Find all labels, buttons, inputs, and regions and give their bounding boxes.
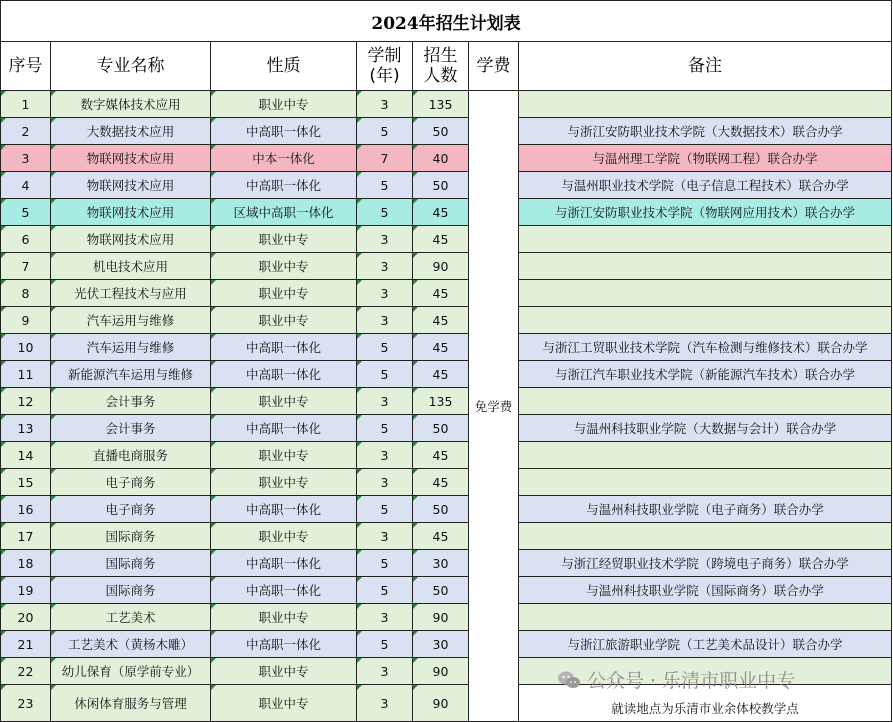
cell-duration: 5: [357, 577, 413, 604]
table-row: [1, 577, 892, 604]
cell-duration: 5: [357, 631, 413, 658]
cell-duration: 5: [357, 361, 413, 388]
table-row: [1, 253, 892, 280]
cell-duration: 7: [357, 145, 413, 172]
cell-note: 与温州职业技术学院（电子信息工程技术）联合办学: [519, 172, 892, 199]
cell-enroll: 50: [413, 415, 469, 442]
header-major: 专业名称: [51, 42, 211, 91]
table-row: [1, 118, 892, 145]
cell-index: 10: [1, 334, 51, 361]
cell-nature: 中高职一体化: [211, 496, 357, 523]
table-row: [1, 415, 892, 442]
cell-index: 22: [1, 658, 51, 685]
cell-note: [519, 307, 892, 334]
cell-nature: 中高职一体化: [211, 361, 357, 388]
cell-enroll: 30: [413, 631, 469, 658]
cell-enroll: 50: [413, 496, 469, 523]
cell-major: 国际商务: [51, 550, 211, 577]
header-enroll-line2: 人数: [423, 66, 458, 86]
cell-note: 与温州科技职业学院（国际商务）联合办学: [519, 577, 892, 604]
cell-index: 13: [1, 415, 51, 442]
cell-index: 8: [1, 280, 51, 307]
cell-note: [519, 469, 892, 496]
cell-enroll: 45: [413, 523, 469, 550]
cell-note: [519, 388, 892, 415]
header-duration-line2: (年): [369, 66, 400, 86]
cell-enroll: 90: [413, 604, 469, 631]
table-row: [1, 334, 892, 361]
cell-duration: 3: [357, 91, 413, 118]
cell-note: [519, 523, 892, 550]
cell-duration: 3: [357, 226, 413, 253]
cell-major: 会计事务: [51, 415, 211, 442]
cell-nature: 职业中专: [211, 91, 357, 118]
table-row: [1, 550, 892, 577]
cell-major: 机电技术应用: [51, 253, 211, 280]
cell-enroll: 90: [413, 253, 469, 280]
cell-index: 17: [1, 523, 51, 550]
cell-index: 9: [1, 307, 51, 334]
cell-duration: 5: [357, 334, 413, 361]
table-row: [1, 658, 892, 685]
cell-duration: 3: [357, 523, 413, 550]
cell-major: 光伏工程技术与应用: [51, 280, 211, 307]
cell-nature: 中高职一体化: [211, 550, 357, 577]
cell-note: [519, 91, 892, 118]
cell-note: [519, 442, 892, 469]
cell-index: 18: [1, 550, 51, 577]
table-row: [1, 280, 892, 307]
table-row: [1, 226, 892, 253]
table-row: [1, 523, 892, 550]
cell-nature: 中高职一体化: [211, 118, 357, 145]
cell-index: 7: [1, 253, 51, 280]
table-row: [1, 685, 892, 722]
cell-index: 11: [1, 361, 51, 388]
cell-major: 物联网技术应用: [51, 172, 211, 199]
cell-enroll: 90: [413, 685, 469, 722]
cell-major: 数字媒体技术应用: [51, 91, 211, 118]
cell-enroll: 90: [413, 658, 469, 685]
header-note: 备注: [519, 42, 892, 91]
cell-enroll: 135: [413, 91, 469, 118]
cell-major: 物联网技术应用: [51, 199, 211, 226]
cell-duration: 3: [357, 469, 413, 496]
cell-enroll: 30: [413, 550, 469, 577]
cell-enroll: 45: [413, 280, 469, 307]
cell-index: 19: [1, 577, 51, 604]
cell-index: 14: [1, 442, 51, 469]
cell-note: [519, 253, 892, 280]
cell-major: 新能源汽车运用与维修: [51, 361, 211, 388]
cell-note: [519, 280, 892, 307]
cell-nature: 中高职一体化: [211, 577, 357, 604]
cell-major: 休闲体育服务与管理: [51, 685, 211, 722]
cell-nature: 职业中专: [211, 523, 357, 550]
cell-index: 23: [1, 685, 51, 722]
cell-enroll: 45: [413, 334, 469, 361]
table-row: [1, 361, 892, 388]
cell-duration: 5: [357, 118, 413, 145]
cell-major: 国际商务: [51, 577, 211, 604]
cell-enroll: 135: [413, 388, 469, 415]
cell-enroll: 50: [413, 172, 469, 199]
cell-nature: 中本一体化: [211, 145, 357, 172]
cell-major: 大数据技术应用: [51, 118, 211, 145]
table-row: [1, 145, 892, 172]
cell-duration: 5: [357, 199, 413, 226]
table-row: [1, 442, 892, 469]
cell-enroll: 45: [413, 307, 469, 334]
cell-note: 与浙江安防职业技术学院（物联网应用技术）联合办学: [519, 199, 892, 226]
cell-index: 12: [1, 388, 51, 415]
cell-index: 2: [1, 118, 51, 145]
cell-major: 会计事务: [51, 388, 211, 415]
cell-enroll: 45: [413, 361, 469, 388]
table-title: 2024年招生计划表: [1, 1, 892, 42]
table-row: [1, 388, 892, 415]
cell-nature: 中高职一体化: [211, 415, 357, 442]
cell-major: 电子商务: [51, 496, 211, 523]
cell-nature: 职业中专: [211, 226, 357, 253]
table-row: [1, 91, 892, 118]
cell-duration: 3: [357, 658, 413, 685]
table-row: [1, 604, 892, 631]
cell-index: 16: [1, 496, 51, 523]
cell-note: 与浙江工贸职业技术学院（汽车检测与维修技术）联合办学: [519, 334, 892, 361]
table-row: [1, 199, 892, 226]
cell-enroll: 50: [413, 118, 469, 145]
header-enroll: [413, 42, 469, 91]
cell-nature: 职业中专: [211, 685, 357, 722]
cell-index: 6: [1, 226, 51, 253]
cell-major: 工艺美术（黄杨木雕）: [51, 631, 211, 658]
cell-index: 4: [1, 172, 51, 199]
cell-enroll: 50: [413, 577, 469, 604]
cell-nature: 职业中专: [211, 280, 357, 307]
cell-note: 与浙江旅游职业学院（工艺美术品设计）联合办学: [519, 631, 892, 658]
header-nature: 性质: [211, 42, 357, 91]
cell-note: 与浙江汽车职业技术学院（新能源汽车技术）联合办学: [519, 361, 892, 388]
cell-note: 与浙江经贸职业技术学院（跨境电子商务）联合办学: [519, 550, 892, 577]
watermark-text: 公众号 · 乐清市职业中专: [587, 670, 796, 692]
cell-duration: 3: [357, 253, 413, 280]
cell-duration: 3: [357, 280, 413, 307]
table-row: [1, 496, 892, 523]
cell-note: 与温州科技职业学院（电子商务）联合办学: [519, 496, 892, 523]
cell-nature: 中高职一体化: [211, 334, 357, 361]
cell-note: [519, 658, 892, 685]
cell-note: 与温州科技职业学院（大数据与会计）联合办学: [519, 415, 892, 442]
cell-nature: 职业中专: [211, 253, 357, 280]
cell-index: 21: [1, 631, 51, 658]
cell-major: 直播电商服务: [51, 442, 211, 469]
cell-duration: 3: [357, 442, 413, 469]
table-body: [1, 91, 892, 722]
cell-major: 幼儿保育（原学前专业）: [51, 658, 211, 685]
cell-nature: 职业中专: [211, 442, 357, 469]
header-duration-line1: 学制: [367, 46, 402, 66]
cell-major: 汽车运用与维修: [51, 307, 211, 334]
cell-major: 汽车运用与维修: [51, 334, 211, 361]
cell-nature: 职业中专: [211, 658, 357, 685]
cell-enroll: 45: [413, 469, 469, 496]
cell-index: 20: [1, 604, 51, 631]
cell-note: [519, 226, 892, 253]
cell-nature: 职业中专: [211, 307, 357, 334]
cell-duration: 3: [357, 388, 413, 415]
cell-duration: 5: [357, 496, 413, 523]
cell-note: 与浙江安防职业技术学院（大数据技术）联合办学: [519, 118, 892, 145]
cell-enroll: 45: [413, 442, 469, 469]
cell-note: [519, 604, 892, 631]
cell-enroll: 45: [413, 226, 469, 253]
cell-major: 物联网技术应用: [51, 145, 211, 172]
cell-duration: 5: [357, 415, 413, 442]
header-index: 序号: [1, 42, 51, 91]
cell-index: 5: [1, 199, 51, 226]
cell-duration: 3: [357, 307, 413, 334]
cell-duration: 5: [357, 172, 413, 199]
cell-major: 国际商务: [51, 523, 211, 550]
table-row: [1, 307, 892, 334]
header-row: [1, 42, 892, 91]
cell-index: 3: [1, 145, 51, 172]
cell-duration: 5: [357, 550, 413, 577]
cell-index: 1: [1, 91, 51, 118]
cell-nature: 职业中专: [211, 388, 357, 415]
cell-major: 工艺美术: [51, 604, 211, 631]
cell-note: 就读地点为乐清市业余体校教学点: [519, 685, 892, 722]
header-duration: [357, 42, 413, 91]
table-row: [1, 172, 892, 199]
header-enroll-line1: 招生: [423, 46, 458, 66]
cell-enroll: 45: [413, 199, 469, 226]
cell-major: 电子商务: [51, 469, 211, 496]
cell-major: 物联网技术应用: [51, 226, 211, 253]
table-row: [1, 469, 892, 496]
cell-duration: 3: [357, 685, 413, 722]
cell-nature: 职业中专: [211, 604, 357, 631]
cell-nature: 职业中专: [211, 469, 357, 496]
cell-index: 15: [1, 469, 51, 496]
cell-note: 与温州理工学院（物联网工程）联合办学: [519, 145, 892, 172]
table-row: [1, 631, 892, 658]
cell-duration: 3: [357, 604, 413, 631]
cell-nature: 中高职一体化: [211, 172, 357, 199]
cell-nature: 区域中高职一体化: [211, 199, 357, 226]
cell-fee: 免学费: [469, 91, 519, 722]
cell-nature: 中高职一体化: [211, 631, 357, 658]
cell-enroll: 40: [413, 145, 469, 172]
header-fee: 学费: [469, 42, 519, 91]
